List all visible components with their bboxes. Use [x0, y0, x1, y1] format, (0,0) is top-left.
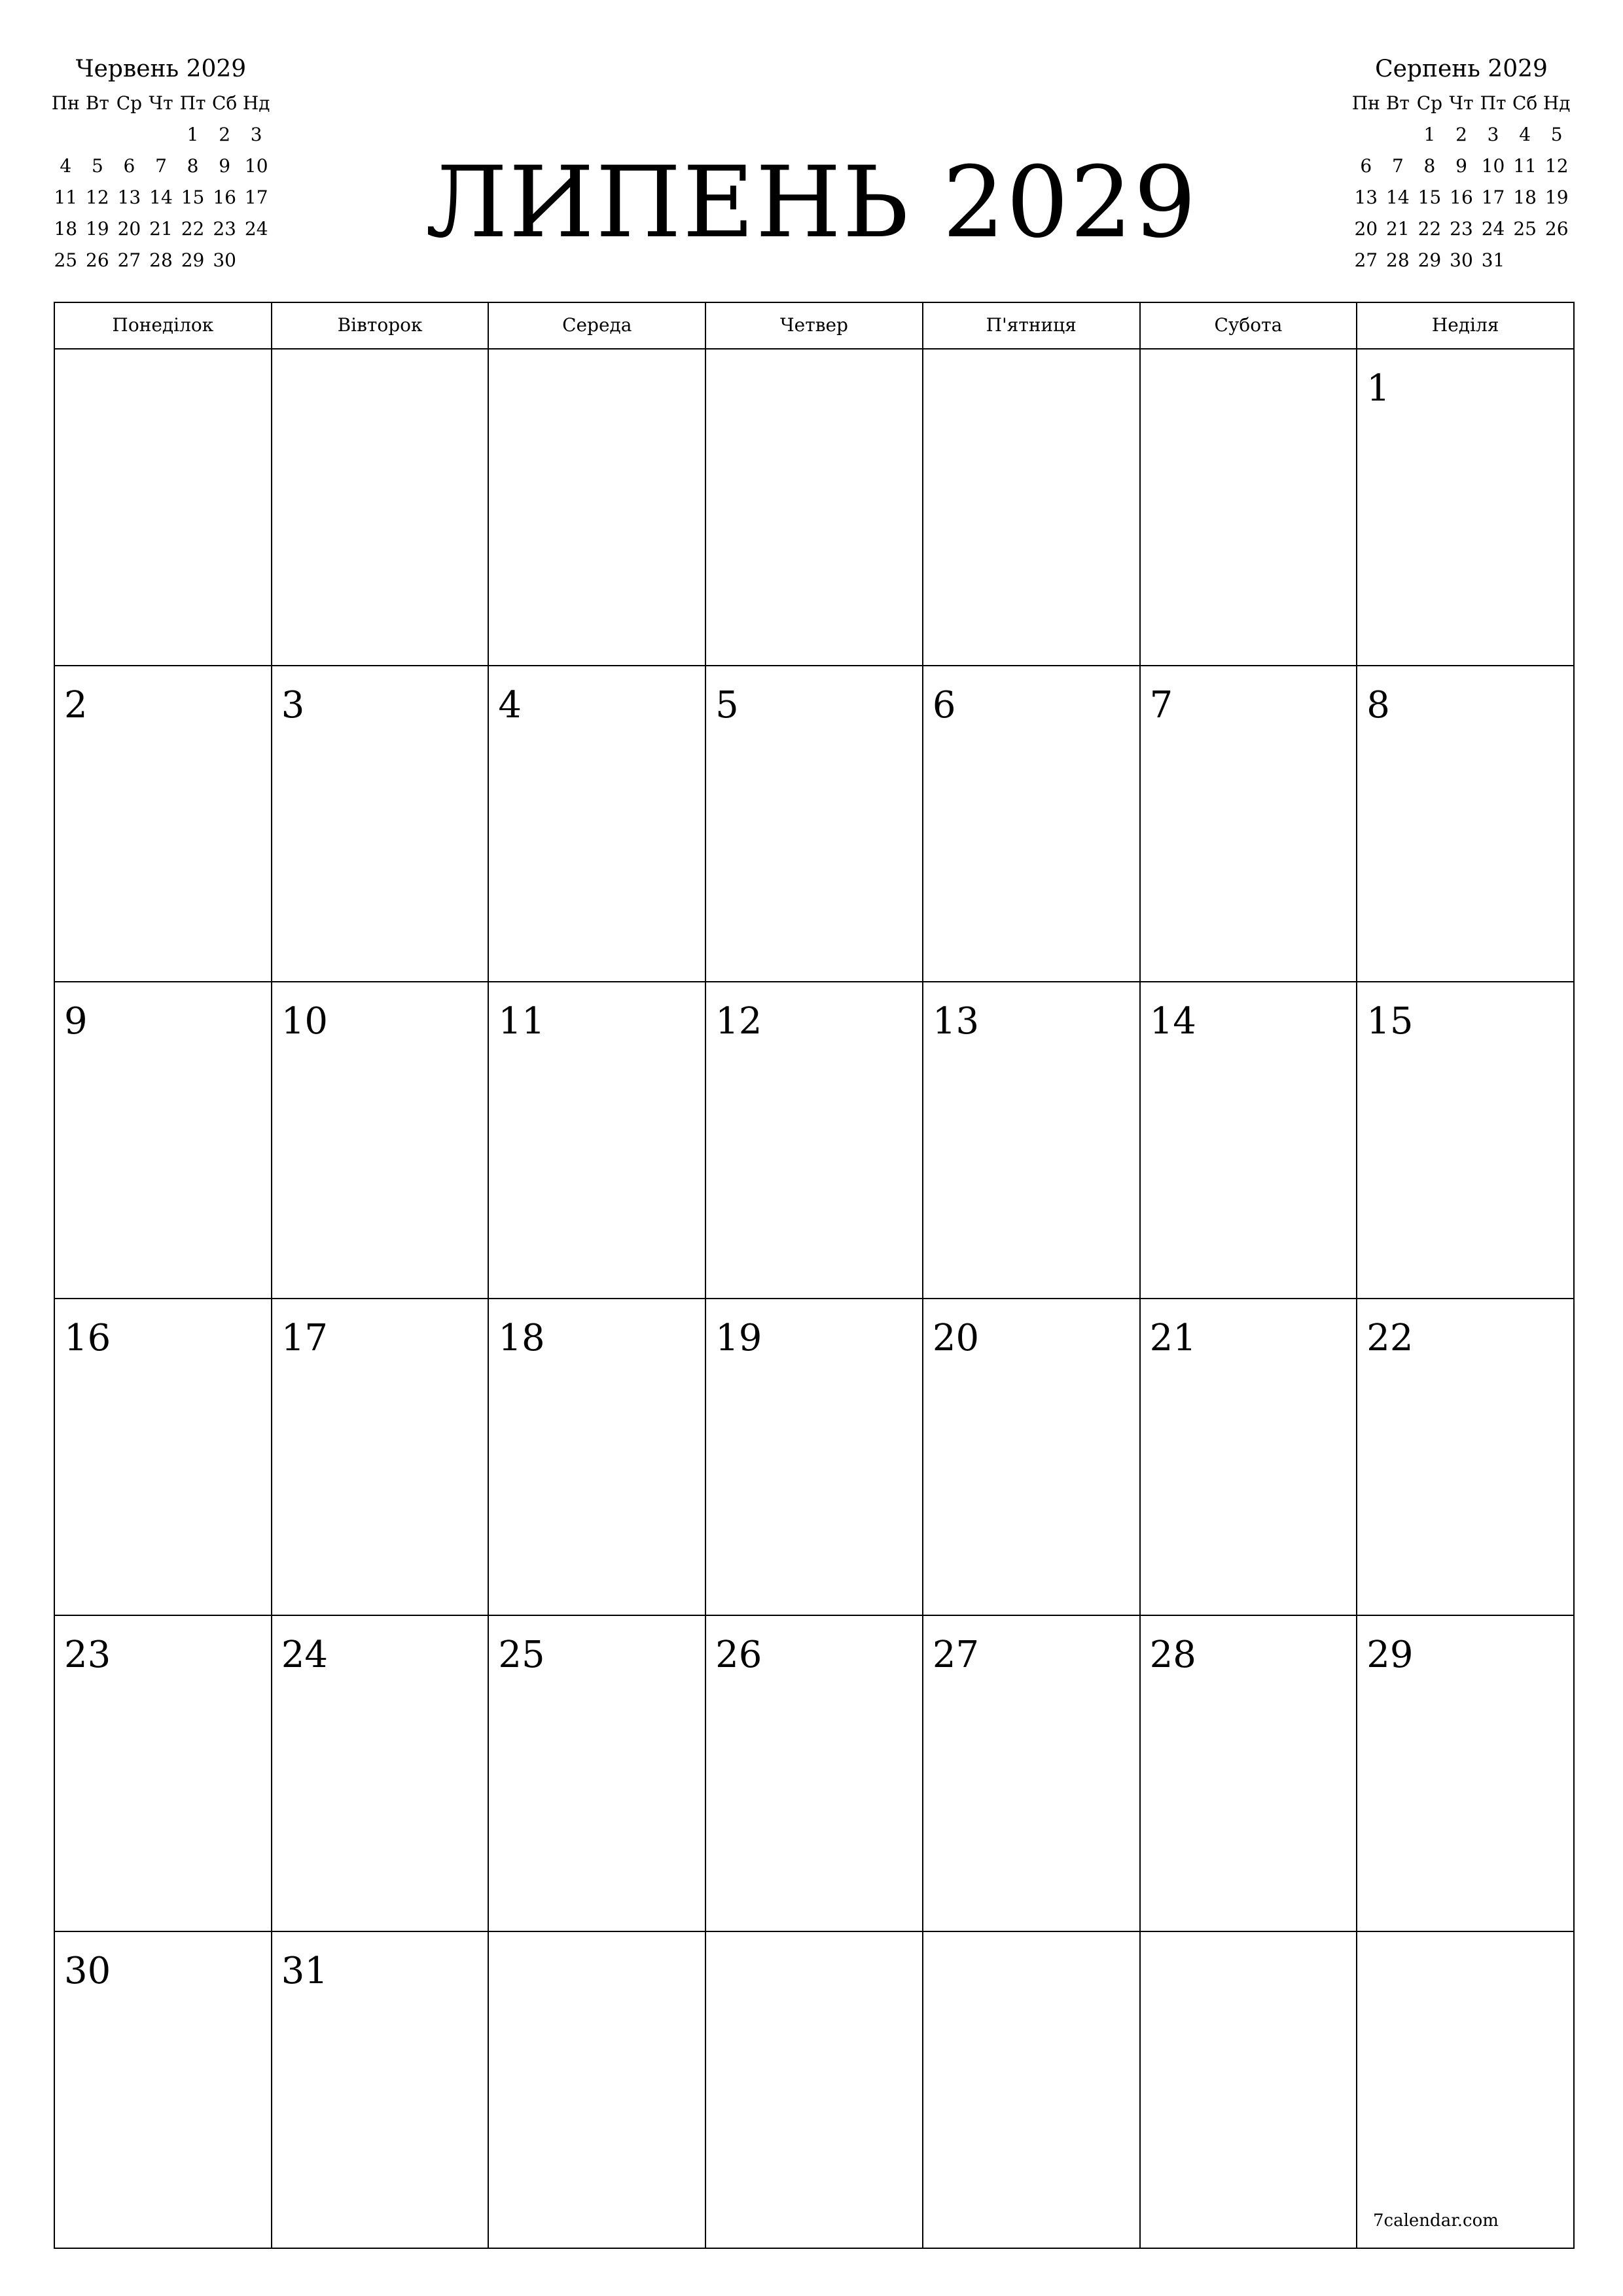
mini-day: 25	[54, 249, 78, 271]
mini-day: 1	[1423, 124, 1436, 145]
mini-day: 10	[1481, 155, 1505, 177]
mini-day: 24	[1481, 218, 1505, 240]
day-cell[interactable]	[1357, 982, 1575, 1299]
mini-day: 9	[219, 155, 231, 177]
mini-day: 21	[1386, 218, 1410, 240]
weekday-header: Понеділок	[55, 303, 272, 350]
weekday-header: Субота	[1141, 303, 1358, 350]
day-cell[interactable]	[55, 1932, 272, 2249]
day-number: 14	[1149, 1000, 1196, 1043]
footer-credit: 7calendar.com	[1373, 2211, 1499, 2231]
day-cell[interactable]	[923, 666, 1141, 983]
mini-day: 12	[86, 187, 109, 208]
day-cell[interactable]	[272, 666, 490, 983]
day-number: 26	[715, 1633, 762, 1676]
mini-day: 27	[117, 249, 141, 271]
mini-day: 13	[117, 187, 141, 208]
mini-calendar-next	[1350, 51, 1573, 276]
day-number: 10	[281, 1000, 328, 1043]
mini-weekday: Сб	[211, 92, 238, 114]
day-number: 16	[64, 1316, 111, 1359]
month-grid	[54, 302, 1575, 2249]
mini-weekday: Чт	[1449, 92, 1474, 114]
mini-day: 28	[149, 249, 173, 271]
mini-day: 14	[1386, 187, 1410, 208]
day-cell[interactable]	[489, 1299, 706, 1616]
day-number: 8	[1366, 683, 1390, 726]
mini-day: 6	[1360, 155, 1372, 177]
day-number: 23	[64, 1633, 111, 1676]
page-title: ЛИПЕНЬ 2029	[425, 146, 1198, 260]
day-number: 21	[1149, 1316, 1196, 1359]
day-cell[interactable]	[706, 1616, 923, 1933]
day-number: 1	[1366, 367, 1390, 410]
mini-day: 13	[1354, 187, 1378, 208]
day-cell[interactable]	[272, 350, 490, 666]
mini-weekday: Вт	[85, 92, 109, 114]
mini-day: 31	[1481, 249, 1505, 271]
mini-day: 7	[155, 155, 167, 177]
mini-day: 17	[1481, 187, 1505, 208]
mini-day: 19	[1544, 187, 1569, 208]
day-cell[interactable]	[1357, 1616, 1575, 1933]
day-cell[interactable]	[55, 1299, 272, 1616]
day-cell[interactable]	[923, 1299, 1141, 1616]
mini-day: 25	[1513, 218, 1537, 240]
weekday-header: П'ятниця	[923, 303, 1141, 350]
day-cell[interactable]	[1141, 666, 1358, 983]
weekday-header: Неділя	[1357, 303, 1575, 350]
day-cell[interactable]	[923, 982, 1141, 1299]
day-cell[interactable]	[1141, 1932, 1358, 2249]
mini-day: 11	[54, 187, 78, 208]
day-number: 11	[498, 1000, 545, 1043]
mini-day: 15	[1418, 187, 1442, 208]
day-cell[interactable]	[55, 350, 272, 666]
mini-day: 22	[1418, 218, 1442, 240]
day-cell[interactable]	[1141, 350, 1358, 666]
day-cell[interactable]	[55, 666, 272, 983]
day-cell[interactable]	[1357, 1299, 1575, 1616]
day-number: 20	[932, 1316, 980, 1359]
day-number: 31	[281, 1950, 328, 1993]
mini-day: 18	[1513, 187, 1537, 208]
day-cell[interactable]	[55, 982, 272, 1299]
day-cell[interactable]	[272, 1299, 490, 1616]
day-number: 6	[932, 683, 956, 726]
day-cell[interactable]	[923, 350, 1141, 666]
mini-weekday: Ср	[116, 92, 143, 114]
day-number: 25	[498, 1633, 545, 1676]
mini-day: 1	[187, 124, 199, 145]
mini-calendar-title: Червень 2029	[75, 56, 247, 82]
mini-day: 21	[149, 218, 173, 240]
mini-day: 18	[54, 218, 78, 240]
mini-day: 20	[1354, 218, 1378, 240]
day-number: 9	[64, 1000, 88, 1043]
weekday-header: Вівторок	[272, 303, 490, 350]
mini-day: 5	[91, 155, 103, 177]
mini-day: 27	[1354, 249, 1378, 271]
mini-day: 16	[213, 187, 236, 208]
mini-day: 4	[60, 155, 72, 177]
mini-day: 4	[1519, 124, 1531, 145]
mini-calendar-grid	[1350, 88, 1573, 276]
mini-day: 28	[1386, 249, 1410, 271]
weekday-header: Середа	[489, 303, 706, 350]
day-cell[interactable]	[706, 1299, 923, 1616]
mini-day: 3	[250, 124, 262, 145]
mini-day: 30	[213, 249, 236, 271]
mini-day: 11	[1513, 155, 1537, 177]
day-number: 19	[715, 1316, 762, 1359]
day-cell[interactable]	[1357, 666, 1575, 983]
mini-weekday: Пн	[1351, 92, 1380, 114]
day-number: 29	[1366, 1633, 1414, 1676]
day-cell[interactable]	[706, 1932, 923, 2249]
mini-weekday: Ср	[1416, 92, 1443, 114]
mini-day	[1541, 245, 1573, 276]
weekday-header: Четвер	[706, 303, 923, 350]
mini-day: 9	[1455, 155, 1467, 177]
day-number: 30	[64, 1950, 111, 1993]
mini-day: 24	[244, 218, 268, 240]
mini-day: 29	[1418, 249, 1442, 271]
day-number: 17	[281, 1316, 328, 1359]
mini-weekday: Нд	[1543, 92, 1571, 114]
day-number: 22	[1366, 1316, 1414, 1359]
day-cell[interactable]	[489, 1932, 706, 2249]
day-cell[interactable]	[272, 1616, 490, 1933]
mini-weekday: Пт	[179, 92, 206, 114]
mini-calendar-title: Серпень 2029	[1375, 56, 1548, 82]
day-cell[interactable]	[489, 350, 706, 666]
mini-day: 2	[1455, 124, 1467, 145]
day-number: 13	[932, 1000, 980, 1043]
day-cell[interactable]	[489, 666, 706, 983]
day-cell[interactable]	[706, 666, 923, 983]
day-cell[interactable]	[1357, 1932, 1575, 2249]
day-number: 3	[281, 683, 305, 726]
mini-weekday: Вт	[1385, 92, 1410, 114]
mini-day: 15	[181, 187, 205, 208]
mini-weekday: Сб	[1512, 92, 1538, 114]
mini-day: 2	[219, 124, 231, 145]
mini-day: 23	[1450, 218, 1473, 240]
day-number: 12	[715, 1000, 762, 1043]
day-cell[interactable]	[489, 1616, 706, 1933]
mini-day: 8	[187, 155, 199, 177]
day-number: 5	[715, 683, 739, 726]
day-cell[interactable]	[272, 1932, 490, 2249]
day-number: 15	[1366, 1000, 1414, 1043]
mini-day: 20	[117, 218, 141, 240]
mini-day: 10	[244, 155, 268, 177]
mini-weekday: Нд	[242, 92, 270, 114]
day-cell[interactable]	[272, 982, 490, 1299]
mini-day: 8	[1423, 155, 1436, 177]
mini-day: 3	[1487, 124, 1499, 145]
day-cell[interactable]	[1141, 982, 1358, 1299]
day-number: 7	[1149, 683, 1173, 726]
day-number: 18	[498, 1316, 545, 1359]
day-cell[interactable]	[923, 1932, 1141, 2249]
mini-day: 17	[244, 187, 268, 208]
mini-day	[1350, 119, 1382, 151]
day-number: 28	[1149, 1633, 1196, 1676]
mini-day: 30	[1450, 249, 1473, 271]
day-number: 24	[281, 1633, 328, 1676]
mini-day: 19	[86, 218, 109, 240]
mini-day: 23	[213, 218, 236, 240]
mini-day: 5	[1550, 124, 1563, 145]
mini-weekday: Пн	[51, 92, 80, 114]
mini-day: 26	[1544, 218, 1569, 240]
day-cell[interactable]	[1141, 1616, 1358, 1933]
day-cell[interactable]	[923, 1616, 1141, 1933]
mini-day: 26	[86, 249, 109, 271]
mini-day: 14	[149, 187, 173, 208]
day-cell[interactable]	[706, 350, 923, 666]
mini-day: 29	[181, 249, 205, 271]
mini-day: 6	[123, 155, 135, 177]
day-cell[interactable]	[489, 982, 706, 1299]
mini-day	[1382, 119, 1414, 151]
mini-day: 7	[1391, 155, 1404, 177]
mini-day	[1509, 245, 1541, 276]
day-number: 4	[498, 683, 522, 726]
day-cell[interactable]	[706, 982, 923, 1299]
mini-day: 22	[181, 218, 205, 240]
mini-day: 12	[1544, 155, 1569, 177]
mini-weekday: Пт	[1480, 92, 1507, 114]
mini-weekday: Чт	[149, 92, 173, 114]
day-cell[interactable]	[1357, 350, 1575, 666]
day-number: 27	[932, 1633, 980, 1676]
day-cell[interactable]	[1141, 1299, 1358, 1616]
mini-day: 16	[1450, 187, 1473, 208]
day-cell[interactable]	[55, 1616, 272, 1933]
day-number: 2	[64, 683, 88, 726]
